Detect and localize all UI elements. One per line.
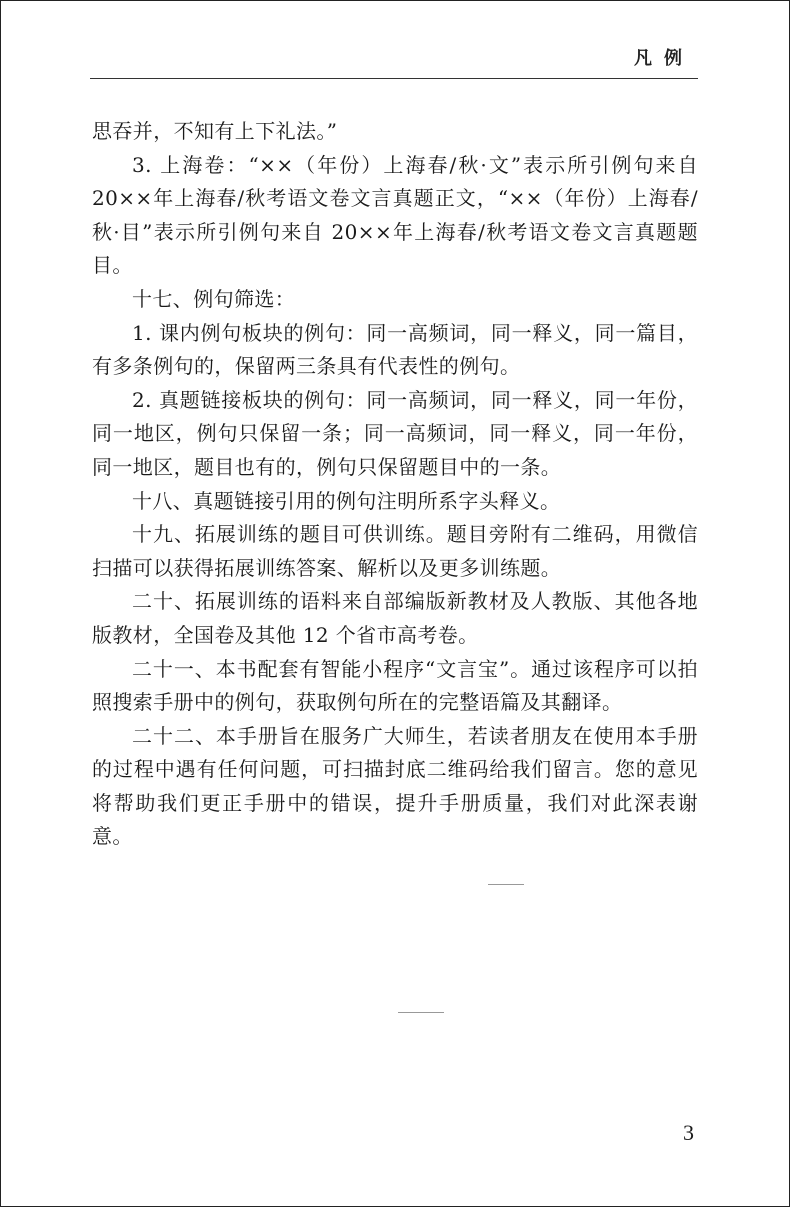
paragraph-shanghai-volume: 3. 上海卷：“××（年份）上海春/秋·文”表示所引例句来自20××年上海春/秋考语文卷文言真题正文，“××（年份）上海春/秋·目”表示所引例句来自 20××年上海春/秋考语文卷文言真题题目。 <box>92 152 698 278</box>
scan-speck <box>398 1012 444 1013</box>
paragraph-17-item-2: 2. 真题链接板块的例句：同一高频词，同一释义，同一年份，同一地区，例句只保留一条；同一高频词，同一释义，同一年份，同一地区，题目也有的，例句只保留题目中的一条。 <box>92 387 698 479</box>
paragraph-17-item-1: 1. 课内例句板块的例句：同一高频词，同一释义，同一篇目，有多条例句的，保留两三条具有代表性的例句。 <box>92 320 698 379</box>
running-header-title: 凡例 <box>634 48 694 69</box>
paragraph-section-22: 二十二、本手册旨在服务广大师生，若读者朋友在使用本手册的过程中遇有任何问题，可扫描封底二维码给我们留言。您的意见将帮助我们更正手册中的错误，提升手册质量，我们对此深表谢意。 <box>92 723 698 849</box>
paragraph-section-19: 十九、拓展训练的题目可供训练。题目旁附有二维码，用微信扫描可以获得拓展训练答案、解析以及更多训练题。 <box>92 522 698 580</box>
paragraph-continued: 思吞并，不知有上下礼法。” <box>92 119 338 143</box>
body-text <box>92 115 698 854</box>
paragraph-section-20: 二十、拓展训练的语料来自部编版新教材及人教版、其他各地版教材，全国卷及其他 12 个省市高考卷。 <box>92 589 698 647</box>
paragraph-section-18: 十八、真题链接引用的例句注明所系字头释义。 <box>132 488 561 513</box>
paragraph-section-21: 二十一、本书配套有智能小程序“文言宝”。通过该程序可以拍照搜索手册中的例句，获取例句所在的完整语篇及其翻译。 <box>92 656 698 715</box>
paragraph-section-17: 十七、例句筛选： <box>132 286 296 311</box>
page-number: 3 <box>683 1120 694 1145</box>
scan-speck <box>488 884 524 885</box>
header-rule <box>90 78 698 79</box>
